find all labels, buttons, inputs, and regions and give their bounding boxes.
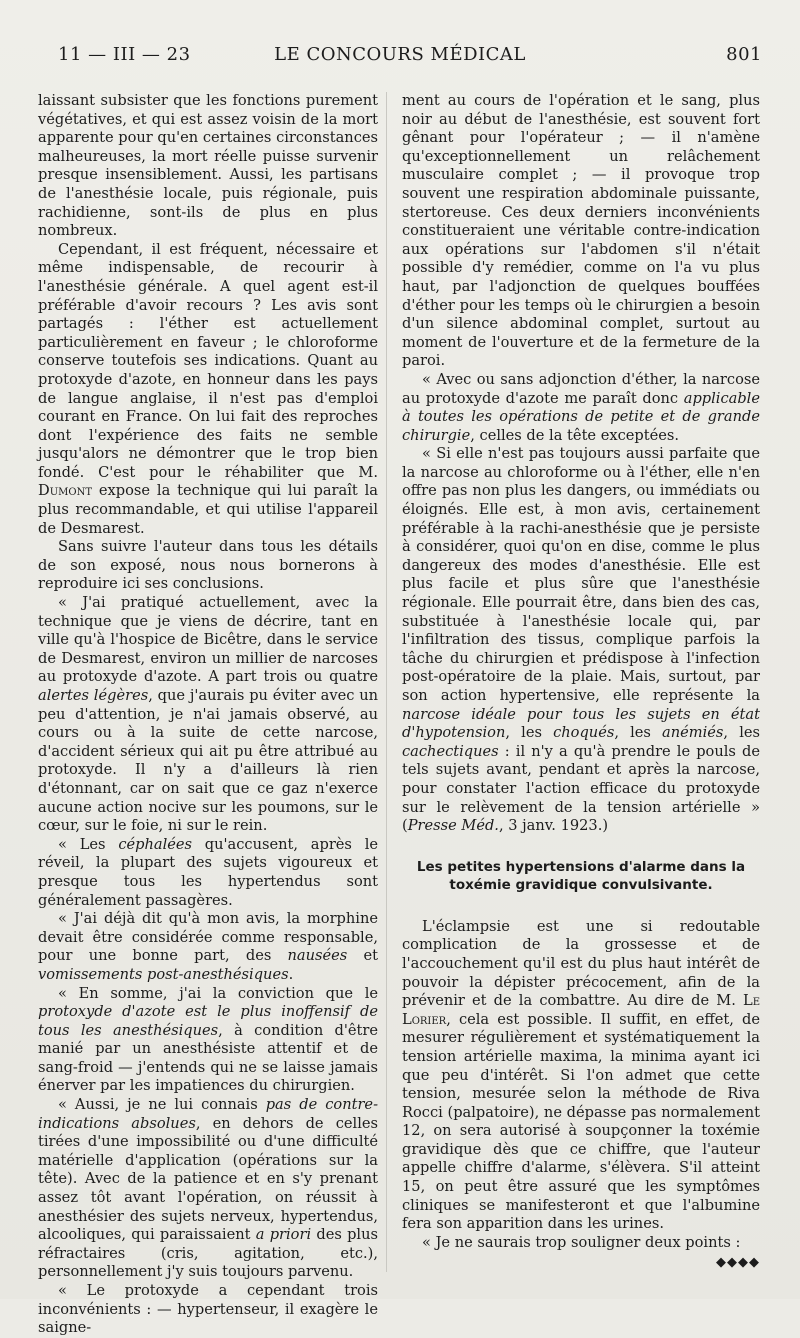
paragraph: « Avec ou sans adjonction d'éther, la narcose au protoxyde d'azote me paraît donc applicable à toutes les opérations de petite et de grande chirurgie, celles de la tête exceptées.	[402, 370, 760, 444]
paragraph: « Si elle n'est pas toujours aussi parfaite que la narcose au chloroforme ou à l'éther, elle n'en offre pas non plus les dangers, ou immédiats ou éloignés. Elle est, à mon avis, certainement préférable à la rachi-anesthésie que je persiste à considérer, quoi qu'on en dise, comme le plus dangereux des modes d'anesthésie. Elle est plus facile et plus sûre que l'anesthésie régionale. Elle pourrait être, dans bien des cas, substituée à l'anesthésie locale qui, par l'infiltration des tissus, complique parfois la tâche du chirurgien et prédispose à l'infection post-opératoire de la plaie. Mais, surtout, par son action hypertensive, elle représente la narcose idéale pour tous les sujets en état d'hypotension, les choqués, les anémiés, les cachectiques : il n'y a qu'à prendre le pouls de tels sujets avant, pendant et après la narcose, pour constater l'action efficace du protoxyde sur le relèvement de la tension artérielle » (Presse Méd., 3 janv. 1923.)	[402, 445, 760, 835]
paragraph: L'éclampsie est une si redoutable complication de la grossesse et de l'accouchement qu'il est du plus haut intérêt de pouvoir la dépister précocement, afin de la prévenir et de la combattre. Au dire de M. Le Lorier, cela est possible. Il suffit, en effet, de mesurer régulièrement et systématiquement la tension artérielle maxima, la minima ayant ici que peu d'intérêt. Si l'on admet que cette tension, mesurée selon la méthode de Riva Rocci (palpatoire), ne dépasse pas normalement 12, on sera autorisé à soupçonner la toxémie gravidique dès que ce chiffre, que l'auteur appelle chiffre d'alarme, s'élèvera. S'il atteint 15, on peut être assuré que les symptômes cliniques se manifesteront et que l'albumine fera son apparition dans les urines.	[402, 917, 760, 1233]
paragraph: « J'ai déjà dit qu'à mon avis, la morphine devait être considérée comme responsable, pour une bonne part, des nausées et vomissements post-anesthésiques.	[38, 910, 379, 983]
paragraph: « Je ne saurais trop souligner deux points :	[422, 1233, 741, 1251]
page-header	[38, 44, 762, 74]
author-name: Dumont	[38, 482, 92, 500]
ornament: ◆◆◆◆	[716, 1255, 760, 1271]
left-column	[38, 92, 378, 1338]
paragraph: « Les céphalées qu'accusent, après le réveil, la plupart des sujets vigoureux et presque tous les hypertendus sont généralement passagères.	[38, 835, 379, 909]
paragraph: ment au cours de l'opération et le sang, plus noir au début de l'anesthésie, est souvent fort gênant pour l'opérateur ; — il n'amène qu'exceptionnellement un relâchement musculaire complet ; — il provoque trop souvent une respiration abdominale puissante, stertoreuse. Ces deux derniers inconvénients constitueraient une véritable contre-indication aux opérations sur l'abdomen s'il n'était possible d'y remédier, comme on l'a vu plus haut, par l'adjonction de quelques bouffées d'éther pour les temps où le chirurgien a besoin d'un silence abdominal complet, surtout au moment de l'ouverture et de la fermeture de la paroi.	[402, 92, 760, 370]
paragraph: Cependant, il est fréquent, nécessaire et même indispensable, de recourir à l'anesthésie générale. A quel agent est-il préférable d'avoir recours ? Les avis sont partagés : l'éther est actuellement particulièrement en faveur ; le chloroforme conserve toutefois ses indications. Quant au protoxyde d'azote, en honneur dans les pays de langue anglaise, il n'est pas d'emploi courant en France. On lui fait des reproches dont l'expérience des faits ne semble jusqu'alors ne démontrer que le trop bien fondé. C'est pour le réhabiliter que M. Dumont expose la technique qui lui paraît la plus recommandable, et qui utilise l'appareil de Desmarest.	[38, 240, 378, 537]
paragraph: « J'ai pratiqué actuellement, avec la technique que je viens de décrire, tant en ville qu'à l'hospice de Bicêtre, dans le service de Desmarest, environ un millier de narcoses au protoxyde d'azote. A part trois ou quatre alertes légères, que j'aurais pu éviter avec un peu d'attention, je n'ai jamais observé, au cours ou à la suite de cette narcose, d'accident sérieux qui ait pu être attribué au protoxyde. Il n'y a d'ailleurs là rien d'étonnant, car on sait que ce gaz n'exerce aucune action nocive sur les poumons, sur le cœur, sur le foie, ni sur le rein.	[38, 594, 379, 835]
paragraph: Sans suivre l'auteur dans tous les détails de son exposé, nous nous bornerons à reproduire ici ses conclusions.	[38, 538, 378, 593]
right-column	[402, 92, 760, 1273]
paragraph: « Le protoxyde a cependant trois inconvénients : — hypertenseur, il exagère le saigne-	[38, 1282, 378, 1337]
author-name: Le Lorier	[402, 992, 760, 1028]
issue-date: 11 — III — 23	[58, 44, 191, 65]
section-title: Les petites hypertensions d'alarme dans la toxémie gravidique convulsivante.	[416, 858, 746, 893]
journal-title: LE CONCOURS MÉDICAL	[274, 44, 526, 65]
page-number: 801	[726, 44, 762, 65]
paragraph: « Aussi, je ne lui connais pas de contre-indications absolues, en dehors de celles tirées d'une impossibilité ou d'une difficulté matérielle d'application (opérations sur la tête). Avec de la patience et en s'y prenant assez tôt avant l'opération, on réussit à anesthésier des sujets nerveux, hypertendus, alcooliques, qui paraissaient a priori des plus réfractaires (cris, agitation, etc.), personnellement j'y suis toujours parvenu.	[38, 1096, 379, 1281]
paragraph: laissant subsister que les fonctions purement végétatives, et qui est assez voisin de la mort apparente pour qu'en certaines circonstances malheureuses, la mort réelle puisse survenir presque insensiblement. Aussi, les partisans de l'anesthésie locale, puis régionale, puis rachidienne, sont-ils de plus en plus nombreux.	[38, 92, 378, 240]
paragraph: « En somme, j'ai la conviction que le protoxyde d'azote est le plus inoffensif de tous les anesthésiques, à condition d'être manié par un anesthésiste attentif et de sang-froid — j'entends qui ne se laisse jamais énerver par les impatiences du chirurgien.	[38, 984, 379, 1095]
column-divider	[386, 92, 387, 1272]
